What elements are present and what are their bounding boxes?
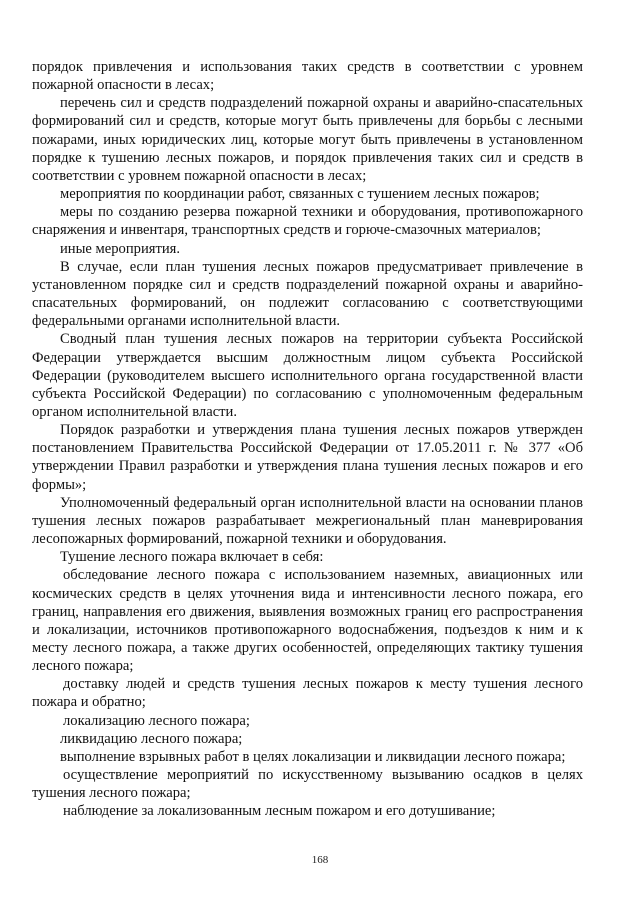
paragraph: мероприятия по координации работ, связанных с тушением лесных пожаров; [60, 186, 540, 203]
paragraph: В случае, если план тушения лесных пожаров предусматривает привлечение в установленном порядке сил и средств подразделений пожарной охраны и аварийно-спасательных формирований, он подлежит согласованию с соответствующими федеральными органами исполнительной власти. [32, 258, 583, 330]
paragraph: осуществление мероприятий по искусственному вызыванию осадков в целях тушения лесного пожара; [32, 767, 583, 802]
paragraph: доставку людей и средств тушения лесных пожаров к месту тушения лесного пожара и обратно; [32, 676, 583, 711]
paragraph: выполнение взрывных работ в целях локализации и ликвидации лесного пожара; [60, 748, 566, 765]
paragraph: Сводный план тушения лесных пожаров на территории субъекта Российской Федерации утверждается высшим должностным лицом субъекта Российской Федерации (руководителем высшего исполнительного органа государственной власти субъекта Российской Федерации) по согласованию с уполномоченным федеральным органом исполнительной власти. [32, 331, 583, 420]
paragraph: Тушение лесного пожара включает в себя: [60, 549, 324, 566]
paragraph: наблюдение за локализованным лесным пожаром и его дотушивание; [63, 803, 496, 820]
paragraph: иные мероприятия. [60, 240, 181, 257]
paragraph: ликвидацию лесного пожара; [60, 730, 243, 747]
paragraph: Порядок разработки и утверждения плана тушения лесных пожаров утвержден постановлением Правительства Российской Федерации от 17.05.2011 г. № 377 «Об утверждении Правил разработки и утверждения плана тушения лесных пожаров и его формы»; [32, 422, 583, 493]
paragraph: Уполномоченный федеральный орган исполнительной власти на основании планов тушения лесных пожаров разрабатывает межрегиональный план маневрирования лесопожарных формирований, пожарной техники и оборудования. [32, 494, 583, 548]
paragraph: перечень сил и средств подразделений пожарной охраны и аварийно-спасательных формирований сил и средств, которые могут быть привлечены для борьбы с лесными пожарами, иных юридических лиц, которые могут быть привлечены в установленном порядке к тушению лесных пожаров, и порядок привлечения таких сил и средств в соответствии с уровнем пожарной опасности в лесах; [32, 95, 583, 184]
paragraph: меры по созданию резерва пожарной техники и оборудования, противопожарного снаряжения и инвентаря, транспортных средств и горюче-смазочных материалов; [32, 204, 583, 239]
paragraph: обследование лесного пожара с использованием наземных, авиационных или космических средств в целях уточнения вида и интенсивности лесного пожара, его границ, направления его движения, выявления возможных границ его распространения и локализации, источников противопожарного водоснабжения, подъездов к ним и к месту лесного пожара, а также других особенностей, определяющих тактику тушения лесного пожара; [32, 567, 583, 675]
paragraph: порядок привлечения и использования таких средств в соответствии с уровнем пожарной опасности в лесах; [32, 59, 583, 94]
paragraph: локализацию лесного пожара; [63, 712, 250, 729]
page-number: 168 [311, 854, 329, 866]
document-body [32, 58, 583, 821]
